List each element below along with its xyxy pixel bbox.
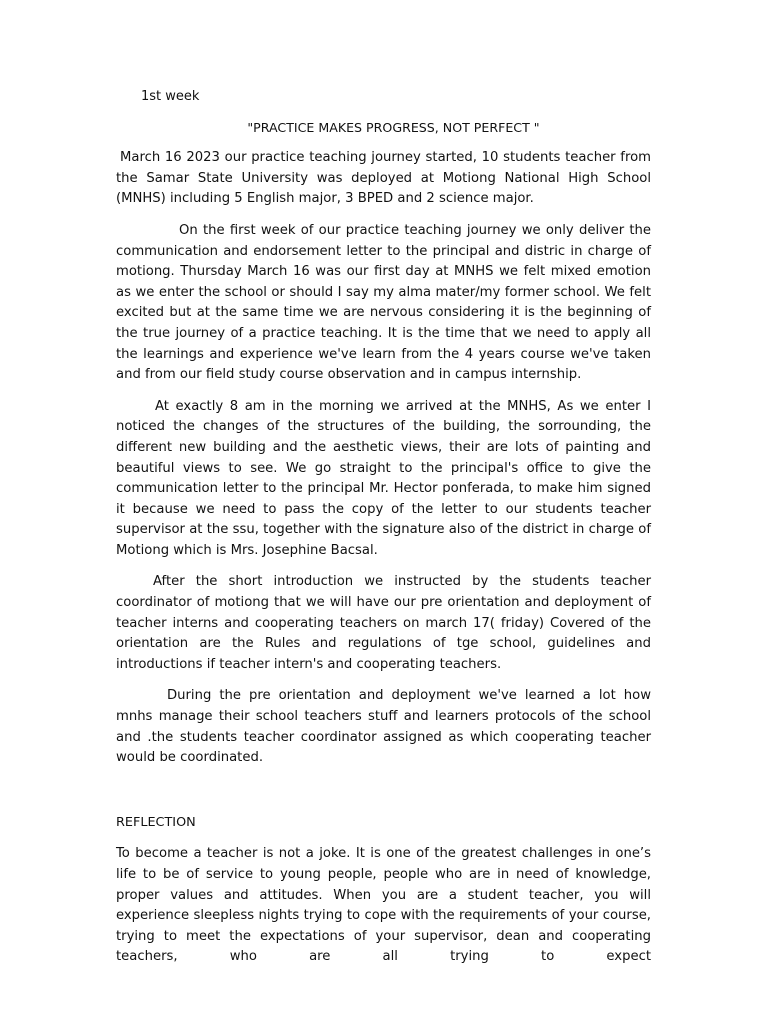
paragraph-arrival: At exactly 8 am in the morning we arrived at the MNHS, As we enter I noticed the changes of the structures of the building, the sorrounding, the different new building and the aesthetic views, their are lots of painting and beautiful views to see. We go straight to the principal's office to give the communication letter to the principal Mr. Hector ponferada, to make him signed it because we need to pass the copy of the letter to our students teacher supervisor at the ssu, together with the signature also of the district in charge of Motiong which is Mrs. Josephine Bacsal. xyxy=(116,398,651,558)
paragraph-intro: March 16 2023 our practice teaching journey started, 10 students teacher from the Samar State University was deployed at Motiong National High School (MNHS) including 5 English major, 3 BPED and 2 science major. xyxy=(116,150,651,207)
paragraph-first-week: On the first week of our practice teaching journey we only deliver the communication and endorsement letter to the principal and distric in charge of motiong. Thursday March 16 was our first day at MNHS we felt mixed emotion as we enter the school or should I say my alma mater/my former school. We felt excited but at the same time we are nervous considering it is the beginning of the true journey of a practice teaching. It is the time that we need to apply all the learnings and experience we've learn from the 4 years course we've taken and from our field study course observation and in campus internship. xyxy=(116,222,651,383)
paragraph-deployment: During the pre orientation and deployment we've learned a lot how mnhs manage their school teachers stuff and learners protocols of the school and .the students teacher coordinator assigned as which cooperating teacher would be coordinated. xyxy=(116,688,651,766)
paragraph-orientation: After the short introduction we instructed by the students teacher coordinator of motiong that we will have our pre orientation and deployment of teacher interns and cooperating teachers on march 17( friday) Covered of the orientation are the Rules and regulations of tge school, guidelines and introductions if teacher intern's and cooperating teachers. xyxy=(116,574,651,672)
document-body xyxy=(116,87,651,979)
reflection-paragraph: To become a teacher is not a joke. It is one of the greatest challenges in one’s life to be of service to young people, people who are in need of knowledge, proper values and attitudes. When you are a student teacher, you will experience sleepless nights trying to cope with the requirements of your course, trying to meet the expectations of your supervisor, dean and cooperating teachers, who are all trying to expect xyxy=(116,846,651,965)
reflection-heading: REFLECTION xyxy=(116,814,196,830)
motto-title: "PRACTICE MAKES PROGRESS, NOT PERFECT " xyxy=(247,119,540,135)
week-label: 1st week xyxy=(141,89,200,104)
